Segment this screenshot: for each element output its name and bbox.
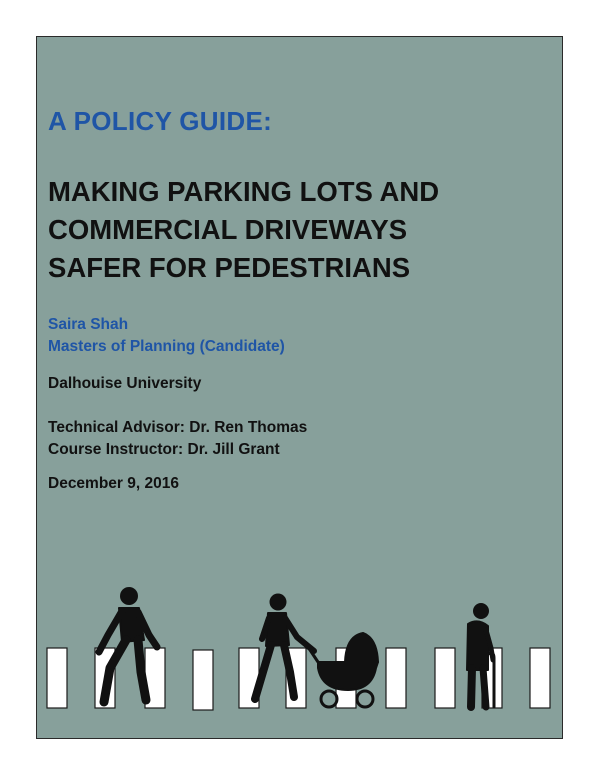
course-instructor: Course Instructor: Dr. Jill Grant bbox=[48, 441, 280, 458]
title-line: COMMERCIAL DRIVEWAYS bbox=[48, 214, 408, 245]
title-line: MAKING PARKING LOTS AND bbox=[48, 176, 440, 207]
university-name: Dalhouise University bbox=[48, 375, 202, 392]
cover-label: A POLICY GUIDE: bbox=[48, 106, 273, 136]
author-name: Saira Shah bbox=[48, 316, 129, 333]
author-degree: Masters of Planning (Candidate) bbox=[48, 338, 285, 355]
crosswalk-stripe bbox=[47, 648, 67, 708]
crosswalk-stripe bbox=[193, 650, 213, 710]
crosswalk-stripe bbox=[435, 648, 455, 708]
report-date: December 9, 2016 bbox=[48, 475, 179, 492]
crosswalk-stripe bbox=[386, 648, 406, 708]
title-line: SAFER FOR PEDESTRIANS bbox=[48, 252, 411, 283]
technical-advisor: Technical Advisor: Dr. Ren Thomas bbox=[48, 419, 308, 436]
person-with-stroller-icon bbox=[255, 594, 378, 708]
crosswalk-stripe bbox=[530, 648, 550, 708]
